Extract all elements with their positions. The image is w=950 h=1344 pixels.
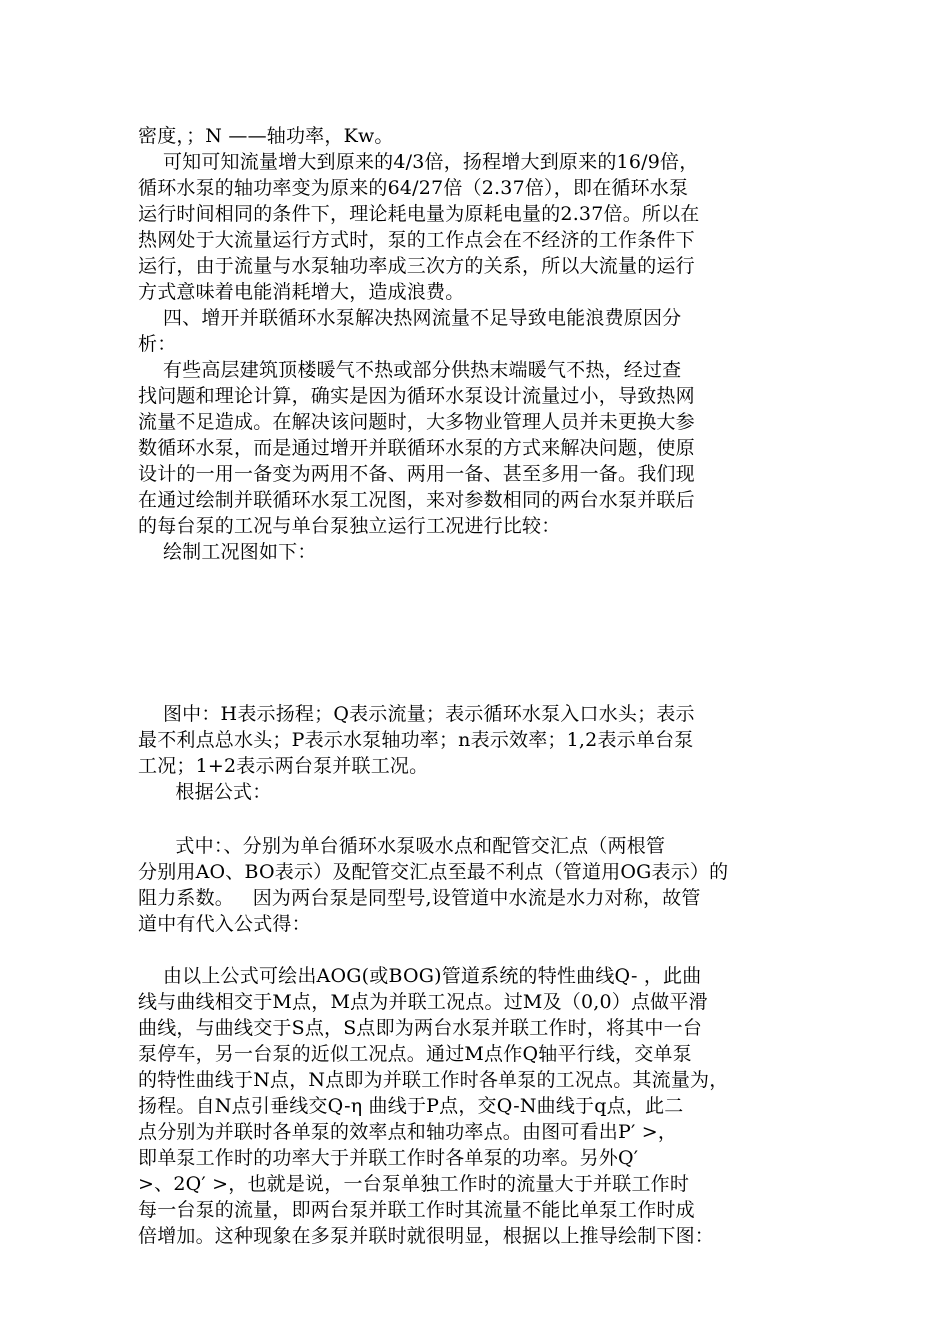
text-line: 有些高层建筑顶楼暖气不热或部分供热末端暖气不热，经过查	[138, 359, 682, 381]
text-line: >、2Q′ >，也就是说，一台泵单独工作时的流量大于并联工作时	[138, 1173, 690, 1195]
text-line: 数循环水泵，而是通过增开并联循环水泵的方式来解决问题，使原	[138, 437, 695, 459]
text-line: 流量不足造成。在解决该问题时，大多物业管理人员并未更换大参	[138, 411, 695, 433]
text-line: 运行时间相同的条件下，理论耗电量为原耗电量的2.37倍。所以在	[138, 203, 700, 225]
text-line: 式中：、分别为单台循环水泵吸水点和配管交汇点（两根管	[138, 835, 666, 857]
text-line: 工况；1+2表示两台泵并联工况。	[138, 755, 429, 777]
text-line: 最不利点总水头；P表示水泵轴功率；n表示效率；1,2表示单台泵	[138, 729, 694, 751]
text-line: 的特性曲线于N点，N点即为并联工作时各单泵的工况点。其流量为，	[138, 1069, 729, 1091]
text-line: 即单泵工作时的功率大于并联工作时各单泵的功率。另外Q′	[138, 1147, 639, 1169]
text-line: 线与曲线相交于M点，M点为并联工况点。过M及（0,0）点做平滑	[138, 991, 708, 1013]
text-line: 设计的一用一备变为两用不备、两用一备、甚至多用一备。我们现	[138, 463, 695, 485]
section-heading: 析：	[138, 333, 177, 355]
text-line: 的每台泵的工况与单台泵独立运行工况进行比较：	[138, 515, 561, 537]
text-line: 分别用AO、BO表示）及配管交汇点至最不利点（管道用OG表示）的	[138, 861, 729, 883]
text-line: 在通过绘制并联循环水泵工况图，来对参数相同的两台水泵并联后	[138, 489, 695, 511]
text-line: 找问题和理论计算，确实是因为循环水泵设计流量过小，导致热网	[138, 385, 695, 407]
text-line: 循环水泵的轴功率变为原来的64/27倍（2.37倍），即在循环水泵	[138, 177, 689, 199]
text-line: 热网处于大流量运行方式时，泵的工作点会在不经济的工作条件下	[138, 229, 695, 251]
section-heading: 四、增开并联循环水泵解决热网流量不足导致电能浪费原因分	[138, 307, 682, 329]
text-line: 每一台泵的流量，即两台泵并联工作时其流量不能比单泵工作时成	[138, 1199, 695, 1221]
text-line: 密度，；N ——轴功率，Kw。	[138, 125, 394, 147]
text-line: 运行，由于流量与水泵轴功率成三次方的关系，所以大流量的运行	[138, 255, 695, 277]
text-line: 根据公式：	[138, 781, 272, 803]
text-line: 道中有代入公式得：	[138, 913, 311, 935]
text-line: 绘制工况图如下：	[138, 541, 317, 563]
text-line: 泵停车，另一台泵的近似工况点。通过M点作Q轴平行线，交单泵	[138, 1043, 692, 1065]
text-line: 扬程。自N点引垂线交Q-η 曲线于P点，交Q-N曲线于q点，此二	[138, 1095, 684, 1117]
text-line: 由以上公式可绘出AOG(或BOG)管道系统的特性曲线Q- ，此曲	[138, 965, 702, 987]
text-line: 点分别为并联时各单泵的效率点和轴功率点。由图可看出P′ >，	[138, 1121, 678, 1143]
text-line: 阻力系数。 因为两台泵是同型号,设管道中水流是水力对称，故管	[138, 887, 701, 909]
text-line: 曲线，与曲线交于S点，S点即为两台水泵并联工作时，将其中一台	[138, 1017, 703, 1039]
text-line: 倍增加。这种现象在多泵并联时就很明显，根据以上推导绘制下图：	[138, 1225, 715, 1247]
text-line: 方式意味着电能消耗增大，造成浪费。	[138, 281, 465, 303]
text-line: 可知可知流量增大到原来的4/3倍，扬程增大到原来的16/9倍，	[138, 151, 699, 173]
text-line: 图中：H表示扬程；Q表示流量；表示循环水泵入口水头；表示	[138, 703, 695, 725]
